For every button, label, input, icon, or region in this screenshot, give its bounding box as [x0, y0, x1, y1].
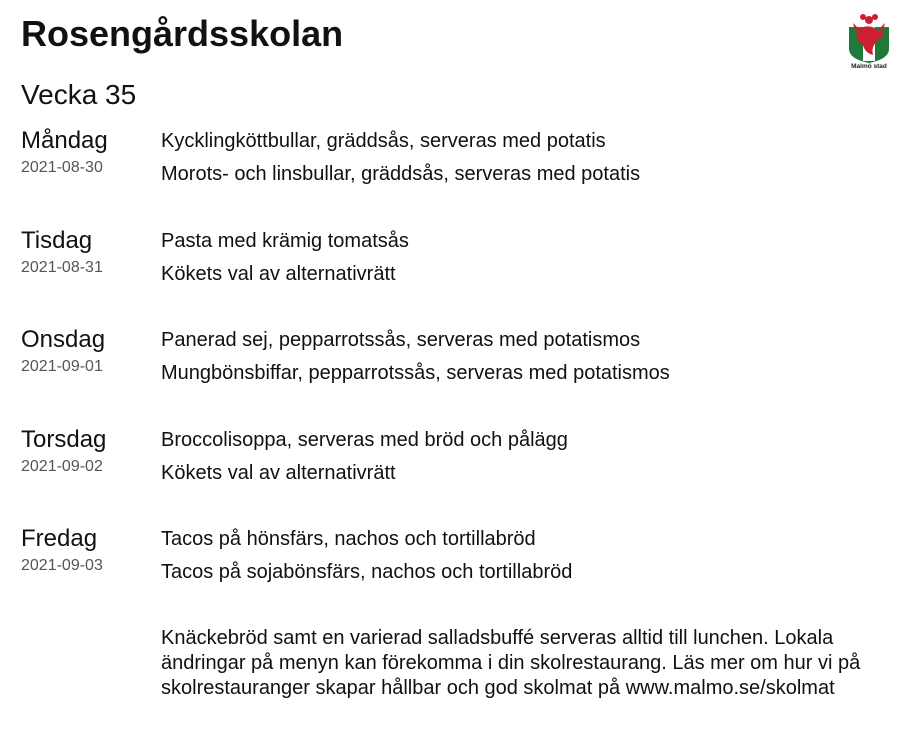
logo-caption: Malmö stad: [851, 63, 887, 69]
day-name: Tisdag: [21, 227, 93, 254]
meal-alternative: Kökets val av alternativrätt: [161, 263, 396, 285]
meal-main: Tacos på hönsfärs, nachos och tortillabröd: [161, 528, 536, 550]
meal-main: Panerad sej, pepparrotssås, serveras med potatismos: [161, 329, 641, 351]
meal-main: Kycklingköttbullar, gräddsås, serveras med potatis: [161, 130, 606, 152]
malmo-stad-logo: [843, 11, 895, 69]
day-name: Onsdag: [21, 326, 106, 353]
day-friday: [21, 524, 891, 594]
day-name: Måndag: [21, 127, 108, 154]
meal-main: Broccolisoppa, serveras med bröd och pålägg: [161, 429, 568, 451]
day-wednesday: [21, 325, 891, 395]
day-name: Fredag: [21, 525, 98, 552]
day-date: 2021-08-31: [21, 259, 103, 276]
school-title: Rosengårdsskolan: [21, 13, 344, 54]
meal-alternative: Kökets val av alternativrätt: [161, 462, 396, 484]
footer-note: Knäckebröd samt en varierad salladsbuffé serveras alltid till lunchen. Lokala ändringar på menyn kan förekomma i din skolrestaurang. Läs mer om hur vi på skolrestauranger skapar hållbar och god skolmat på www.malmo.se/skolmat: [161, 627, 861, 699]
week-title: Vecka 35: [21, 79, 137, 110]
meal-alternative: Tacos på sojabönsfärs, nachos och tortillabröd: [161, 561, 573, 583]
day-date: 2021-08-30: [21, 159, 103, 176]
meal-alternative: Morots- och linsbullar, gräddsås, serveras med potatis: [161, 163, 641, 185]
meal-main: Pasta med krämig tomatsås: [161, 230, 409, 252]
day-tuesday: [21, 226, 891, 296]
day-date: 2021-09-02: [21, 458, 103, 475]
day-date: 2021-09-03: [21, 557, 103, 574]
day-name: Torsdag: [21, 426, 107, 453]
malmo-stad-coat-of-arms-icon: [843, 11, 895, 69]
day-thursday: [21, 425, 891, 495]
meal-alternative: Mungbönsbiffar, pepparrotssås, serveras med potatismos: [161, 362, 670, 384]
day-date: 2021-09-01: [21, 358, 103, 375]
day-monday: [21, 126, 891, 196]
